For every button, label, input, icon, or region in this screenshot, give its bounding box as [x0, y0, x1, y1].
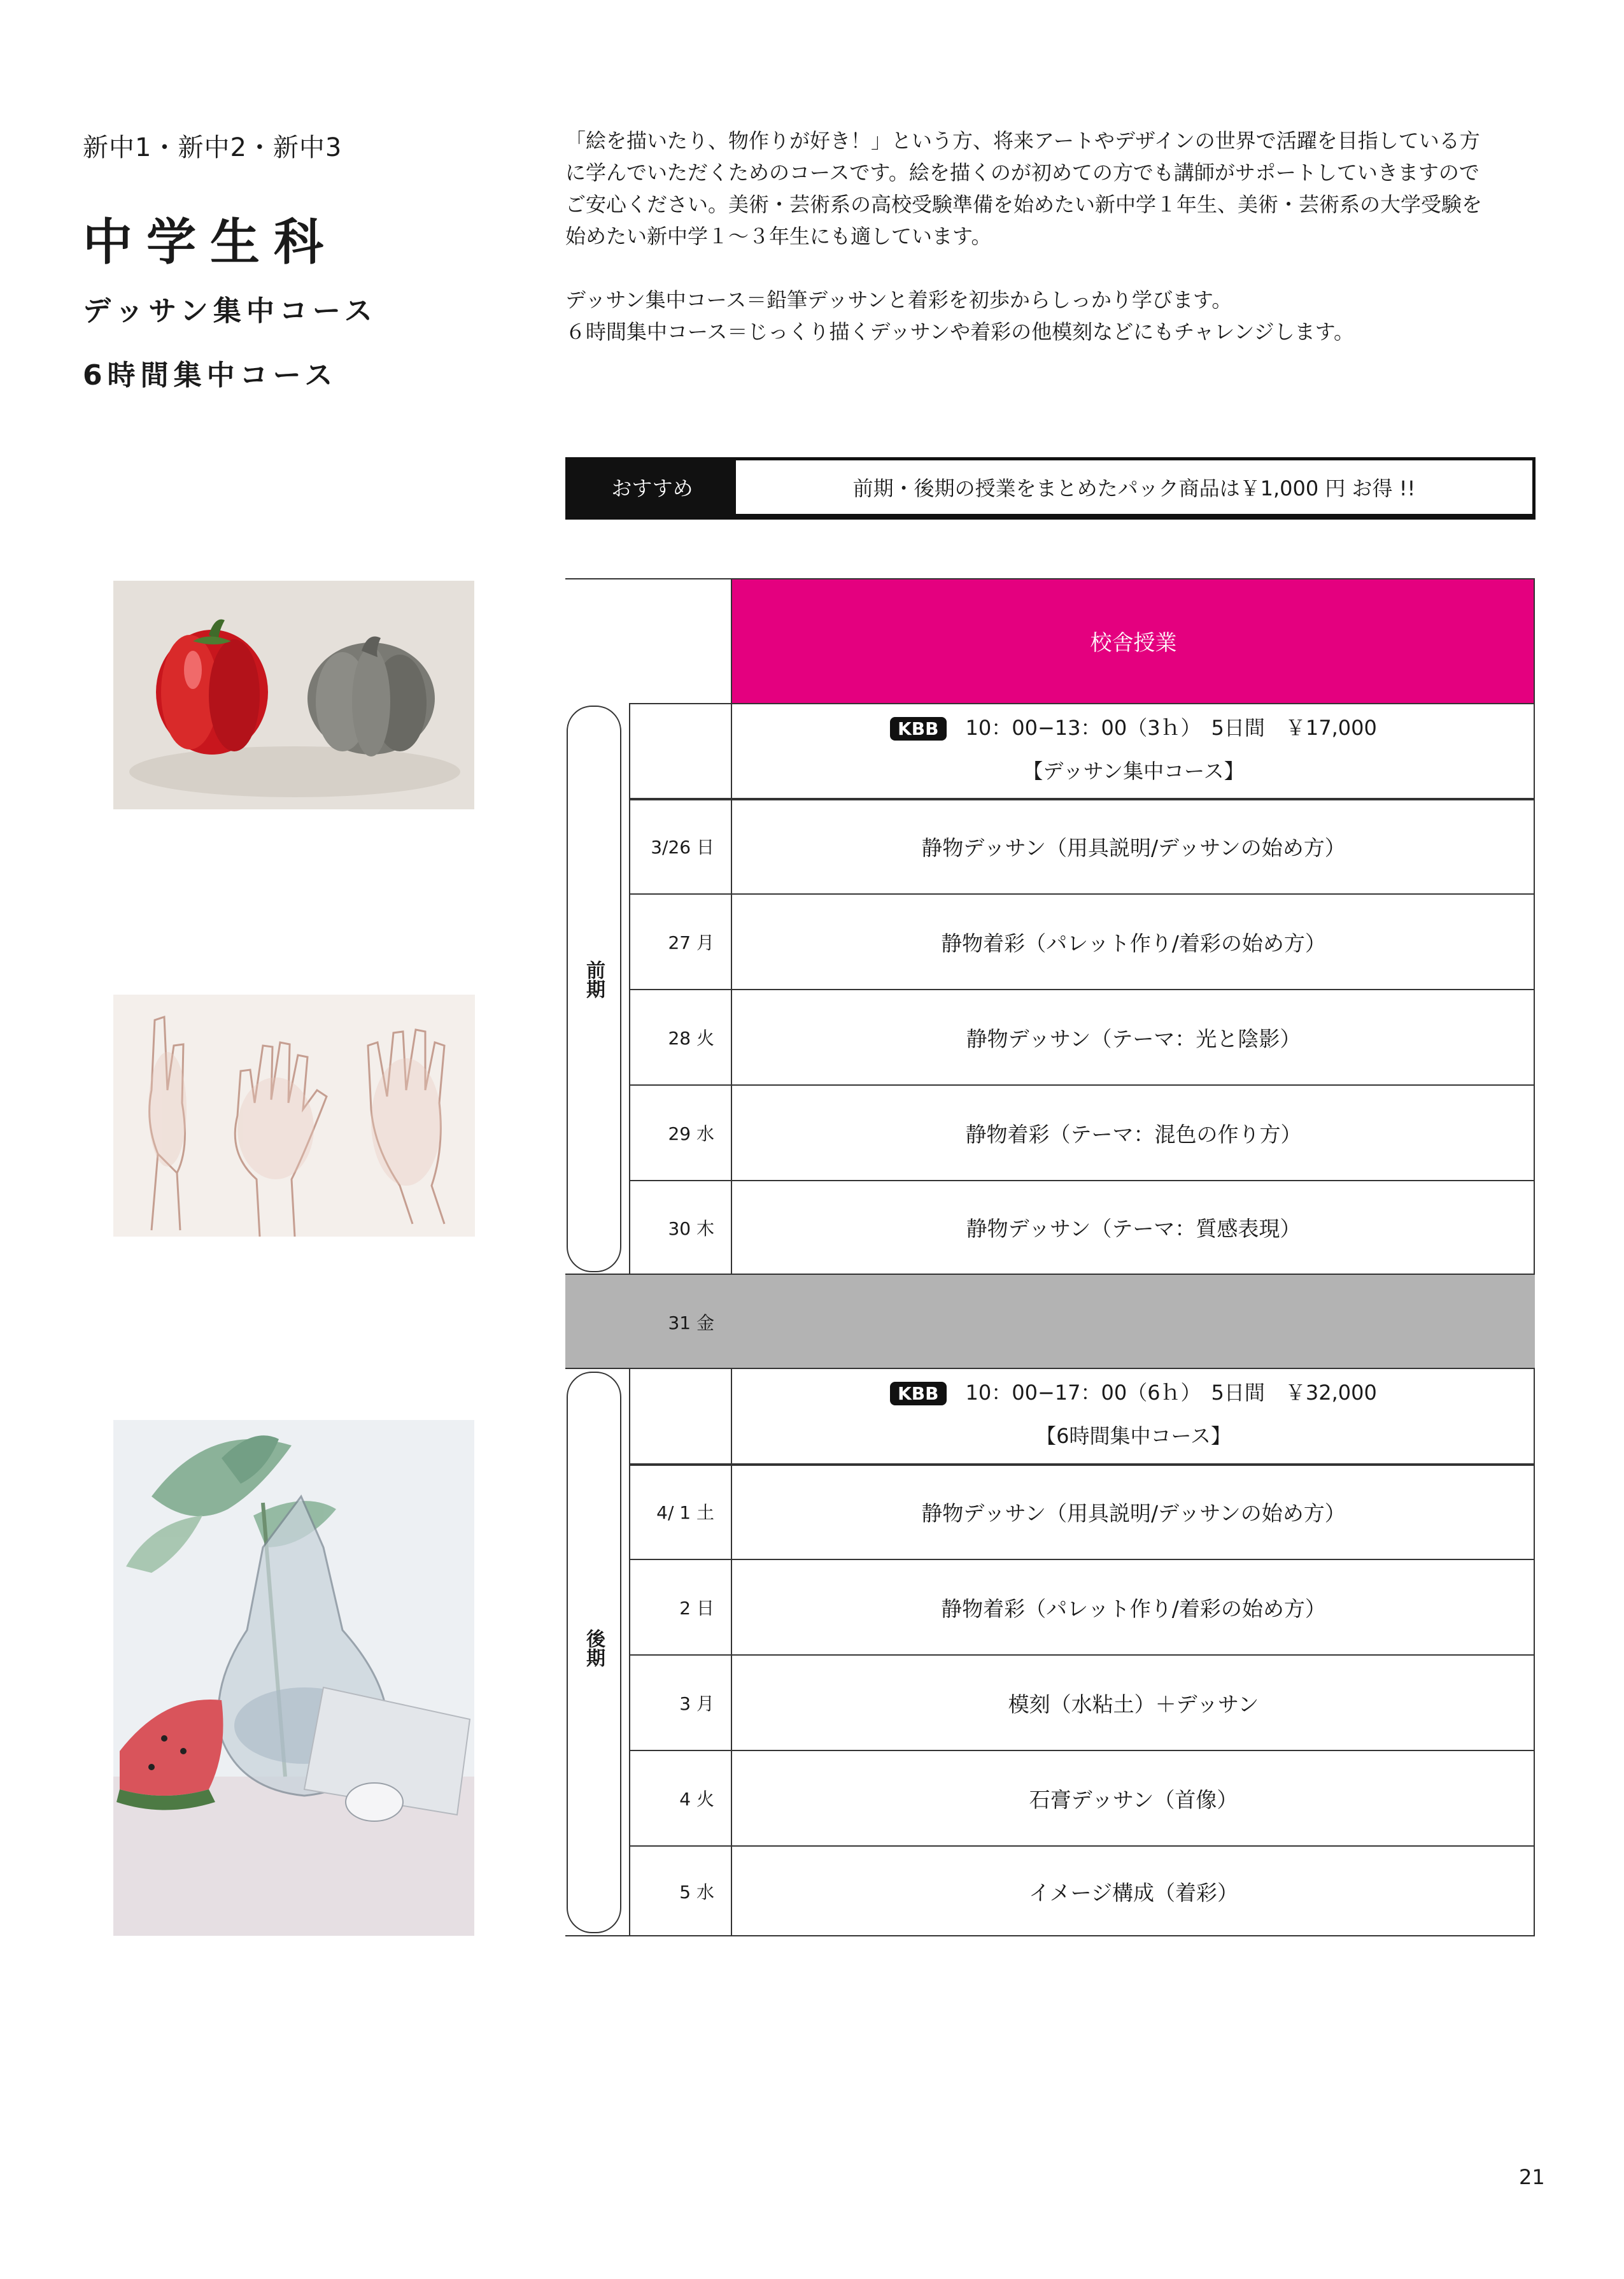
date-cell: 28 火: [668, 1028, 714, 1049]
lesson-cell: 静物着彩（テーマ：混色の作り方）: [965, 1121, 1302, 1147]
schedule-table: [565, 578, 1535, 1936]
course-name-dessin: デッサン集中コース: [83, 295, 378, 327]
recommend-label: おすすめ: [568, 460, 736, 514]
lesson-cell: イメージ構成（着彩）: [1028, 1880, 1238, 1905]
date-cell: 31 金: [668, 1312, 714, 1333]
lesson-cell: 石膏デッサン（首像）: [1029, 1787, 1238, 1812]
page-title: 中学生科: [83, 214, 338, 271]
first-period-schedule: 10：00−13：00（3ｈ） 5日間 ￥17,000: [965, 716, 1377, 740]
intro-text: [565, 125, 1546, 348]
date-cell: 2 日: [679, 1598, 714, 1619]
second-period-info: [732, 1377, 1535, 1449]
lesson-cell: 静物デッサン（テーマ：光と陰影）: [966, 1026, 1301, 1051]
recommend-text: 前期・後期の授業をまとめたパック商品は￥1,000 円 お得 !!: [852, 476, 1416, 501]
course-name-6hour: 6時間集中コース: [83, 359, 338, 392]
intro-line: 始めたい新中学１～３年生にも適しています。: [565, 224, 992, 248]
recommend-shadow: [565, 514, 1536, 520]
lesson-cell: 静物デッサン（テーマ：質感表現）: [966, 1216, 1301, 1241]
date-cell: 4/ 1 土: [656, 1502, 714, 1523]
date-cell: 29 水: [668, 1123, 714, 1144]
intro-line: ご安心ください。美術・芸術系の高校受験準備を始めたい新中学１年生、美術・芸術系の大学受験を: [565, 192, 1483, 217]
second-period-course: 【6時間集中コース】: [1036, 1424, 1231, 1448]
first-period-label: [579, 960, 605, 998]
second-period-label: [579, 1629, 605, 1667]
pepper-artwork-image: [113, 581, 474, 809]
period-label-text: 前期: [583, 960, 605, 998]
intro-line: に学んでいただくためのコースです。絵を描くのが初めての方でも講師がサポートしていきますので: [565, 160, 1479, 185]
table-header-campus: 校舎授業: [732, 578, 1535, 703]
period-label-text: 後期: [583, 1629, 605, 1667]
lesson-cell: 静物着彩（パレット作り/着彩の始め方）: [941, 1596, 1326, 1621]
lesson-cell: 静物デッサン（用具説明/デッサンの始め方）: [921, 835, 1346, 860]
still-life-watercolor-image: [113, 1420, 474, 1936]
date-cell: 4 火: [679, 1789, 714, 1810]
hands-drawing-image: [113, 995, 475, 1237]
lesson-cell: 静物着彩（パレット作り/着彩の始め方）: [941, 930, 1326, 956]
intro-line: ６時間集中コース＝じっくり描くデッサンや着彩の他模刻などにもチャレンジします。: [565, 320, 1355, 344]
kbb-badge: KBB: [890, 717, 946, 741]
lesson-cell: 模刻（水粘土）＋デッサン: [1008, 1691, 1259, 1717]
date-cell: 5 水: [679, 1882, 714, 1903]
date-cell: 27 月: [668, 932, 714, 953]
kbb-badge: KBB: [890, 1382, 946, 1405]
page-number: 21: [1519, 2165, 1545, 2189]
recommend-box: [565, 457, 1536, 517]
second-period-schedule: 10：00−17：00（6ｈ） 5日間 ￥32,000: [965, 1381, 1377, 1405]
lesson-cell: 静物デッサン（用具説明/デッサンの始め方）: [921, 1500, 1346, 1526]
first-period-info: [732, 712, 1535, 785]
intro-line: 「絵を描いたり、物作りが好き！」という方、将来アートやデザインの世界で活躍を目指している方: [565, 129, 1480, 153]
date-cell: 30 木: [668, 1218, 714, 1239]
date-cell: 3 月: [679, 1693, 714, 1714]
intro-line: デッサン集中コース＝鉛筆デッサンと着彩を初歩からしっかり学びます。: [565, 288, 1232, 312]
date-cell: 3/26 日: [651, 837, 714, 858]
grade-levels: 新中1・新中2・新中3: [83, 133, 342, 162]
first-period-course: 【デッサン集中コース】: [1022, 759, 1245, 783]
